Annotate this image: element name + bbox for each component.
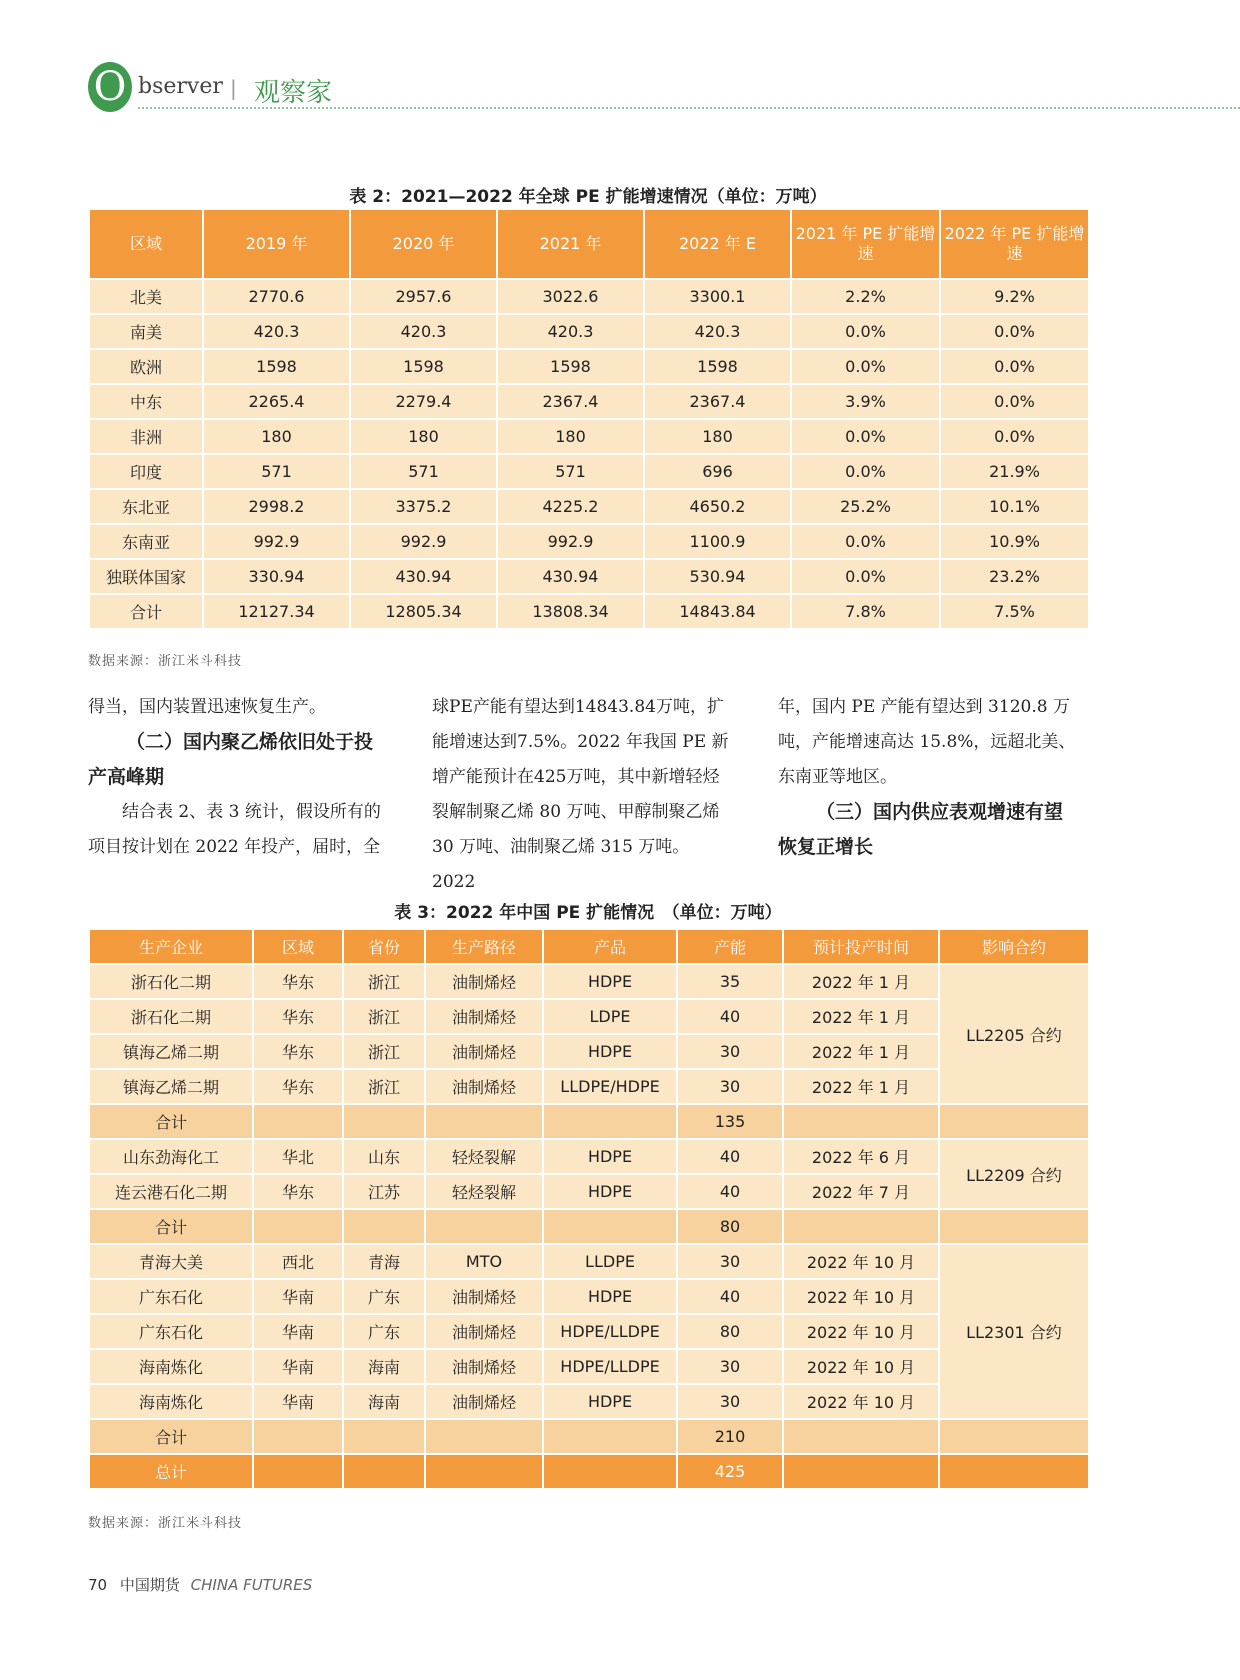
- grand-total-label: 总计: [89, 1454, 253, 1489]
- table-header-cell: 影响合约: [939, 929, 1089, 964]
- table-cell: 北美: [89, 279, 203, 314]
- table-cell: 420.3: [203, 314, 350, 349]
- table-cell: [253, 1104, 343, 1139]
- table-cell: 14843.84: [644, 594, 791, 629]
- table-cell: 7.5%: [940, 594, 1089, 629]
- table-cell: 40: [677, 1139, 783, 1174]
- table-cell: 420.3: [497, 314, 644, 349]
- table-header-cell: 2022 年 PE 扩能增速: [940, 209, 1089, 279]
- table3-caption: 表 3：2022 年中国 PE 扩能情况 （单位：万吨）: [394, 903, 782, 923]
- table-header-cell: 2021 年: [497, 209, 644, 279]
- table-header-cell: 2020 年: [350, 209, 497, 279]
- table-cell: 2957.6: [350, 279, 497, 314]
- table-cell: 430.94: [350, 559, 497, 594]
- paragraph: 球PE产能有望达到14843.84万吨，扩能增速达到7.5%。2022 年我国 PE 新增产能预计在425万吨，其中新增轻烃裂解制聚乙烯 80 万吨、甲醇制聚乙烯 30 万吨、油制聚乙烯 315 万吨。2022: [432, 697, 729, 892]
- table-cell: 华南: [253, 1279, 343, 1314]
- table-cell: MTO: [425, 1244, 543, 1279]
- page-header: [88, 62, 1240, 112]
- table-cell: 12805.34: [350, 594, 497, 629]
- table-cell: 广东石化: [89, 1279, 253, 1314]
- table-cell: 浙江: [343, 1034, 425, 1069]
- table-cell: 0.0%: [791, 559, 940, 594]
- table-cell: 30: [677, 1244, 783, 1279]
- subtotal-value: 135: [677, 1104, 783, 1139]
- table-cell: 571: [350, 454, 497, 489]
- table-cell: 330.94: [203, 559, 350, 594]
- table-cell: [783, 1419, 939, 1454]
- section-title: 观察家: [254, 78, 333, 108]
- table-cell: [343, 1209, 425, 1244]
- body-column-1: [88, 690, 388, 865]
- table-cell: 浙江: [343, 1069, 425, 1104]
- table-cell: 海南炼化: [89, 1349, 253, 1384]
- table-cell: 21.9%: [940, 454, 1089, 489]
- table-cell: 2265.4: [203, 384, 350, 419]
- table-cell: HDPE: [543, 1279, 677, 1314]
- table-cell: 浙石化二期: [89, 964, 253, 999]
- table-cell: 华南: [253, 1314, 343, 1349]
- contract-cell: LL2205 合约: [939, 964, 1089, 1104]
- table-cell: 2022 年 10 月: [783, 1314, 939, 1349]
- table-cell: 非洲: [89, 419, 203, 454]
- table-cell: 2022 年 7 月: [783, 1174, 939, 1209]
- table-cell: 华南: [253, 1384, 343, 1419]
- page-number: 70: [88, 1576, 108, 1594]
- table-cell: [343, 1454, 425, 1489]
- table-cell: 海南炼化: [89, 1384, 253, 1419]
- table-cell: [783, 1209, 939, 1244]
- subtotal-row: [89, 1419, 1089, 1454]
- table-cell: 13808.34: [497, 594, 644, 629]
- table3-header-row: [89, 929, 1089, 964]
- table-cell: 0.0%: [791, 349, 940, 384]
- table-cell: 南美: [89, 314, 203, 349]
- table-cell: 30: [677, 1349, 783, 1384]
- table-header-cell: 2022 年 E: [644, 209, 791, 279]
- table-cell: 浙江: [343, 964, 425, 999]
- paragraph: 结合表 2、表 3 统计，假设所有的项目按计划在 2022 年投产，届时，全: [88, 802, 381, 857]
- table-cell: 0.0%: [791, 454, 940, 489]
- table-cell: 180: [497, 419, 644, 454]
- body-column-3: [778, 690, 1078, 865]
- table-cell: 571: [497, 454, 644, 489]
- table-row: [89, 279, 1089, 314]
- table-row: [89, 349, 1089, 384]
- table-cell: HDPE/LLDPE: [543, 1314, 677, 1349]
- table-header-cell: 预计投产时间: [783, 929, 939, 964]
- table-cell: 23.2%: [940, 559, 1089, 594]
- table-header-cell: 产能: [677, 929, 783, 964]
- table-cell: 3.9%: [791, 384, 940, 419]
- table-row: [89, 1139, 1089, 1174]
- subtotal-value: 80: [677, 1209, 783, 1244]
- table-cell: [939, 1454, 1089, 1489]
- table-cell: 华北: [253, 1139, 343, 1174]
- table-cell: 696: [644, 454, 791, 489]
- table-cell: 180: [644, 419, 791, 454]
- table-cell: [543, 1104, 677, 1139]
- magazine-name: 中国期货: [119, 1576, 180, 1594]
- table-cell: 镇海乙烯二期: [89, 1034, 253, 1069]
- table-cell: 1598: [203, 349, 350, 384]
- subtotal-label: 合计: [89, 1104, 253, 1139]
- table-cell: [253, 1454, 343, 1489]
- section-heading: （三）国内供应表观增速有望恢复正增长: [778, 801, 1064, 858]
- table2-source: 数据来源：浙江米斗科技: [88, 654, 243, 669]
- table-cell: 2022 年 1 月: [783, 1069, 939, 1104]
- table-cell: 山东: [343, 1139, 425, 1174]
- magazine-name-en: CHINA FUTURES: [190, 1576, 313, 1594]
- table-cell: 1598: [644, 349, 791, 384]
- header-dotted-rule: [138, 107, 1240, 109]
- table-cell: 广东: [343, 1279, 425, 1314]
- table-cell: 35: [677, 964, 783, 999]
- table-cell: 2022 年 10 月: [783, 1244, 939, 1279]
- table-cell: [939, 1419, 1089, 1454]
- table-header-cell: 省份: [343, 929, 425, 964]
- table-cell: [783, 1454, 939, 1489]
- table-row: [89, 1244, 1089, 1279]
- table-cell: 0.0%: [791, 419, 940, 454]
- grand-total-value: 425: [677, 1454, 783, 1489]
- table-cell: 华南: [253, 1349, 343, 1384]
- table-cell: [253, 1419, 343, 1454]
- table-row: [89, 524, 1089, 559]
- table-cell: 油制烯烃: [425, 1314, 543, 1349]
- table-row: [89, 594, 1089, 629]
- table-cell: 7.8%: [791, 594, 940, 629]
- table-cell: 中东: [89, 384, 203, 419]
- table2-header-row: [89, 209, 1089, 279]
- table-cell: 独联体国家: [89, 559, 203, 594]
- table-cell: 2022 年 1 月: [783, 1034, 939, 1069]
- table-cell: 0.0%: [940, 384, 1089, 419]
- table-cell: 1100.9: [644, 524, 791, 559]
- table-cell: 80: [677, 1314, 783, 1349]
- table-cell: 992.9: [203, 524, 350, 559]
- table3-source: 数据来源：浙江米斗科技: [88, 1516, 243, 1531]
- paragraph: 年，国内 PE 产能有望达到 3120.8 万吨，产能增速高达 15.8%，远超北美、东南亚等地区。: [778, 697, 1076, 787]
- table-row: [89, 559, 1089, 594]
- table-cell: 30: [677, 1069, 783, 1104]
- table-cell: 2022 年 1 月: [783, 964, 939, 999]
- subtotal-label: 合计: [89, 1209, 253, 1244]
- table-cell: 2022 年 10 月: [783, 1349, 939, 1384]
- table-cell: 0.0%: [791, 524, 940, 559]
- table2-caption: 表 2：2021—2022 年全球 PE 扩能增速情况（单位：万吨）: [349, 187, 827, 207]
- table-cell: 2367.4: [497, 384, 644, 419]
- table-row: [89, 964, 1089, 999]
- table-cell: 海南: [343, 1384, 425, 1419]
- table-cell: 180: [350, 419, 497, 454]
- table-cell: 9.2%: [940, 279, 1089, 314]
- table-header-cell: 区域: [89, 209, 203, 279]
- table-cell: [543, 1419, 677, 1454]
- subtotal-row: [89, 1104, 1089, 1139]
- table-cell: 992.9: [350, 524, 497, 559]
- table-cell: 1598: [350, 349, 497, 384]
- contract-cell: LL2209 合约: [939, 1139, 1089, 1209]
- table-row: [89, 489, 1089, 524]
- table-cell: 合计: [89, 594, 203, 629]
- table-cell: [425, 1209, 543, 1244]
- table-cell: 30: [677, 1384, 783, 1419]
- table-cell: 海南: [343, 1349, 425, 1384]
- table-cell: 30: [677, 1034, 783, 1069]
- table-cell: 东南亚: [89, 524, 203, 559]
- table-cell: 油制烯烃: [425, 1349, 543, 1384]
- table-cell: 2770.6: [203, 279, 350, 314]
- table-header-cell: 区域: [253, 929, 343, 964]
- header-separator: |: [230, 76, 237, 100]
- paragraph: 得当，国内装置迅速恢复生产。: [88, 697, 326, 717]
- table-cell: 山东劲海化工: [89, 1139, 253, 1174]
- table-cell: HDPE: [543, 1174, 677, 1209]
- table-cell: [425, 1419, 543, 1454]
- table-cell: 华东: [253, 1174, 343, 1209]
- table-cell: LDPE: [543, 999, 677, 1034]
- table-cell: HDPE: [543, 964, 677, 999]
- table-cell: [939, 1209, 1089, 1244]
- table-cell: [783, 1104, 939, 1139]
- table-row: [89, 419, 1089, 454]
- table-cell: 2998.2: [203, 489, 350, 524]
- table-cell: HDPE: [543, 1139, 677, 1174]
- table-cell: 西北: [253, 1244, 343, 1279]
- table-row: [89, 314, 1089, 349]
- table2: [88, 208, 1090, 630]
- table-header-cell: 生产企业: [89, 929, 253, 964]
- table-cell: 2022 年 10 月: [783, 1279, 939, 1314]
- table-row: [89, 384, 1089, 419]
- table-cell: 0.0%: [791, 314, 940, 349]
- table-cell: 2022 年 1 月: [783, 999, 939, 1034]
- table-cell: 镇海乙烯二期: [89, 1069, 253, 1104]
- table-cell: 江苏: [343, 1174, 425, 1209]
- table-header-cell: 2021 年 PE 扩能增速: [791, 209, 940, 279]
- table-cell: 25.2%: [791, 489, 940, 524]
- observer-logo-icon: O: [88, 62, 132, 112]
- table-cell: 华东: [253, 1069, 343, 1104]
- table-cell: 华东: [253, 999, 343, 1034]
- table-cell: 2279.4: [350, 384, 497, 419]
- grand-total-row: [89, 1454, 1089, 1489]
- table-cell: 1598: [497, 349, 644, 384]
- table-header-cell: 生产路径: [425, 929, 543, 964]
- table-cell: [343, 1104, 425, 1139]
- table-cell: [543, 1209, 677, 1244]
- table-cell: 530.94: [644, 559, 791, 594]
- table-cell: 420.3: [644, 314, 791, 349]
- subtotal-value: 210: [677, 1419, 783, 1454]
- section-heading: （二）国内聚乙烯依旧处于投产高峰期: [88, 731, 374, 788]
- table-cell: 10.9%: [940, 524, 1089, 559]
- table-cell: 油制烯烃: [425, 1384, 543, 1419]
- table-cell: 0.0%: [940, 349, 1089, 384]
- table-cell: [425, 1104, 543, 1139]
- table-cell: 广东: [343, 1314, 425, 1349]
- table-cell: [425, 1454, 543, 1489]
- table-cell: 2367.4: [644, 384, 791, 419]
- table-cell: 40: [677, 999, 783, 1034]
- table-cell: 4650.2: [644, 489, 791, 524]
- table-cell: 油制烯烃: [425, 964, 543, 999]
- table-cell: 430.94: [497, 559, 644, 594]
- table-cell: 油制烯烃: [425, 1069, 543, 1104]
- table3: [88, 928, 1090, 1490]
- table-cell: 0.0%: [940, 314, 1089, 349]
- table-cell: 油制烯烃: [425, 999, 543, 1034]
- table-cell: LLDPE: [543, 1244, 677, 1279]
- page-footer: [88, 1574, 312, 1595]
- table-cell: 3375.2: [350, 489, 497, 524]
- table-cell: LLDPE/HDPE: [543, 1069, 677, 1104]
- body-column-2: [432, 690, 732, 900]
- table-cell: 东北亚: [89, 489, 203, 524]
- table-row: [89, 454, 1089, 489]
- table-cell: 992.9: [497, 524, 644, 559]
- table-cell: [343, 1419, 425, 1454]
- table-cell: 青海大美: [89, 1244, 253, 1279]
- table-cell: 12127.34: [203, 594, 350, 629]
- subtotal-label: 合计: [89, 1419, 253, 1454]
- table-cell: 4225.2: [497, 489, 644, 524]
- table-cell: 华东: [253, 1034, 343, 1069]
- table-cell: 2022 年 6 月: [783, 1139, 939, 1174]
- table-cell: 10.1%: [940, 489, 1089, 524]
- table-cell: [939, 1104, 1089, 1139]
- table-cell: HDPE: [543, 1384, 677, 1419]
- table-cell: 40: [677, 1174, 783, 1209]
- table-cell: [253, 1209, 343, 1244]
- table-cell: 0.0%: [940, 419, 1089, 454]
- logo-word: bserver: [138, 74, 223, 99]
- table-cell: 油制烯烃: [425, 1034, 543, 1069]
- table-cell: 欧洲: [89, 349, 203, 384]
- table-cell: 广东石化: [89, 1314, 253, 1349]
- table-cell: 青海: [343, 1244, 425, 1279]
- subtotal-row: [89, 1209, 1089, 1244]
- table-cell: 油制烯烃: [425, 1279, 543, 1314]
- table-cell: 轻烃裂解: [425, 1174, 543, 1209]
- table-cell: 420.3: [350, 314, 497, 349]
- table-cell: 轻烃裂解: [425, 1139, 543, 1174]
- table-cell: 3022.6: [497, 279, 644, 314]
- table-cell: [543, 1454, 677, 1489]
- table-header-cell: 2019 年: [203, 209, 350, 279]
- table-cell: 连云港石化二期: [89, 1174, 253, 1209]
- table-cell: 2022 年 10 月: [783, 1384, 939, 1419]
- table-cell: 571: [203, 454, 350, 489]
- table-header-cell: 产品: [543, 929, 677, 964]
- table-cell: 180: [203, 419, 350, 454]
- table-cell: HDPE/LLDPE: [543, 1349, 677, 1384]
- table-cell: 40: [677, 1279, 783, 1314]
- contract-cell: LL2301 合约: [939, 1244, 1089, 1419]
- table-cell: 2.2%: [791, 279, 940, 314]
- table-cell: 3300.1: [644, 279, 791, 314]
- table-cell: 浙江: [343, 999, 425, 1034]
- table-cell: HDPE: [543, 1034, 677, 1069]
- table-cell: 华东: [253, 964, 343, 999]
- table-cell: 印度: [89, 454, 203, 489]
- table-cell: 浙石化二期: [89, 999, 253, 1034]
